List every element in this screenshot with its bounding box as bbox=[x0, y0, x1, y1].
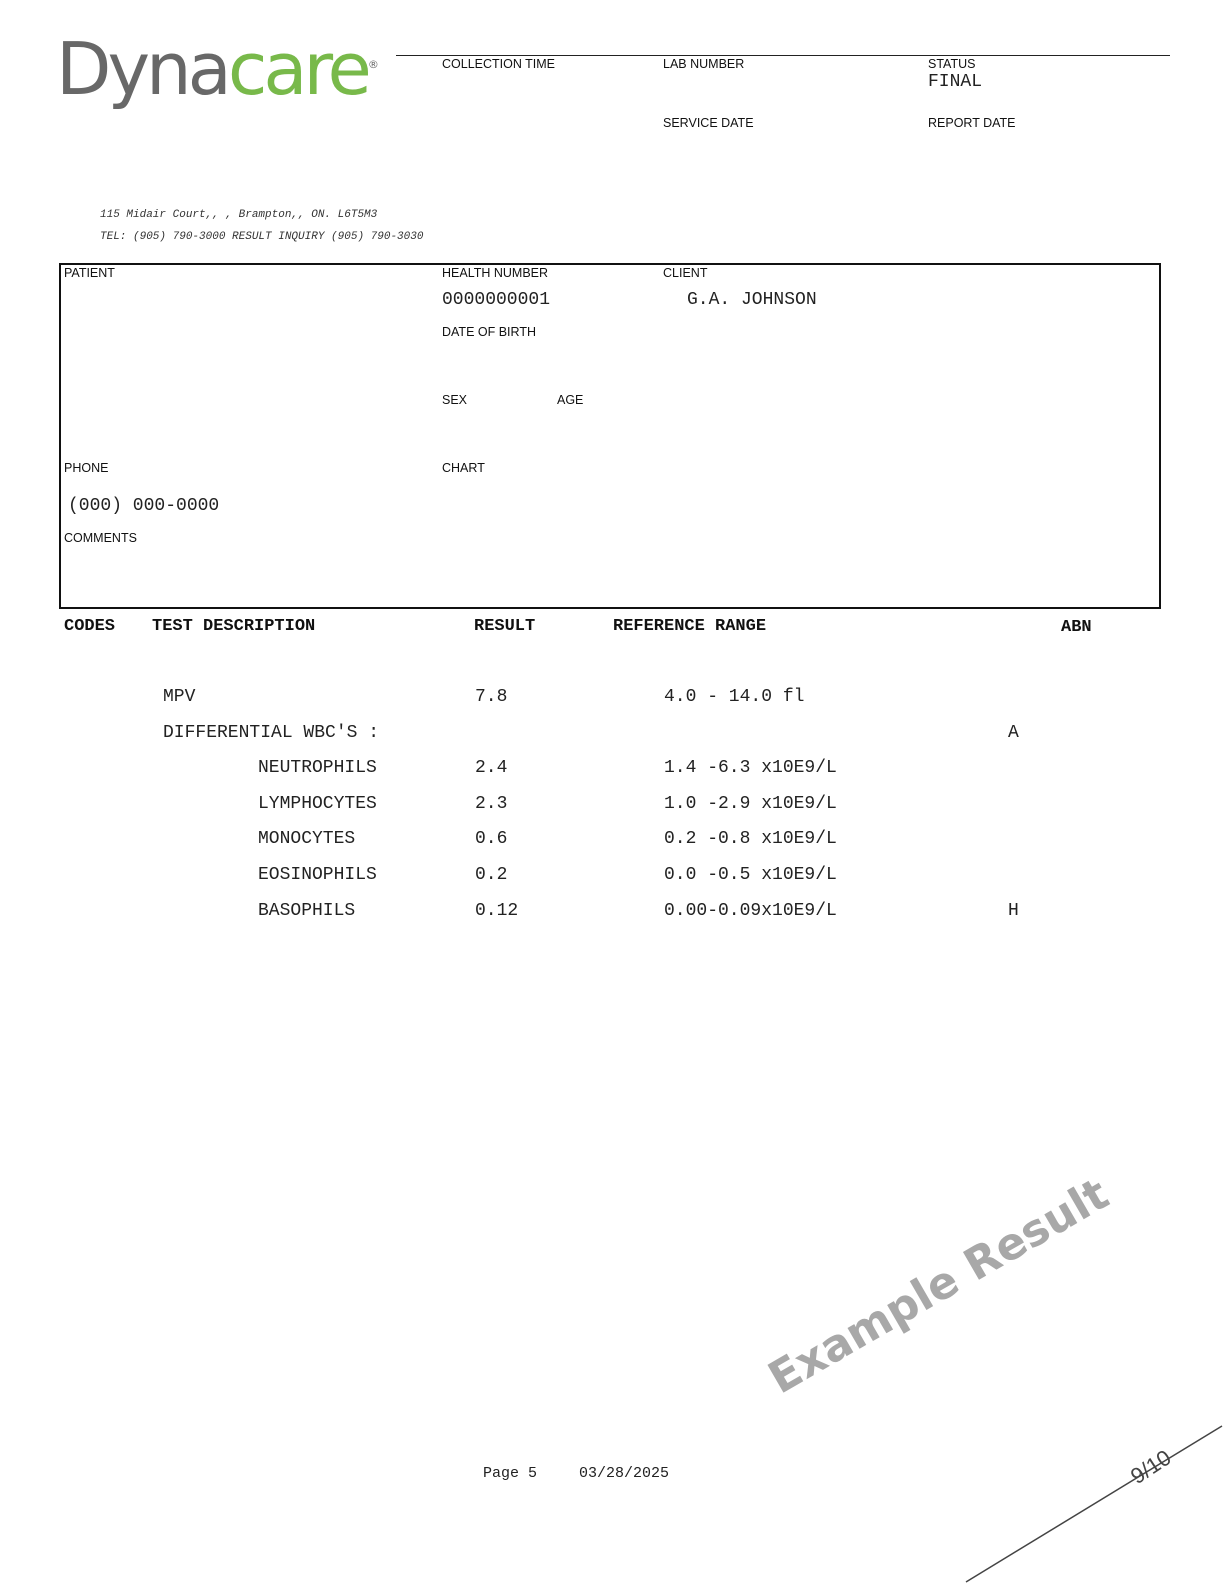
patient-info-box bbox=[59, 263, 1161, 609]
phone-label: PHONE bbox=[64, 461, 109, 475]
collection-time-label: COLLECTION TIME bbox=[442, 57, 555, 71]
reference-range: 4.0 - 14.0 fl bbox=[664, 687, 805, 707]
test-description: BASOPHILS bbox=[258, 901, 356, 921]
status-value: FINAL bbox=[928, 72, 983, 92]
test-description: DIFFERENTIAL WBC'S : bbox=[163, 723, 380, 743]
reference-range: 1.0 -2.9 x10E9/L bbox=[664, 794, 837, 814]
status-label: STATUS bbox=[928, 57, 976, 71]
patient-label: PATIENT bbox=[64, 266, 115, 280]
test-result: 0.2 bbox=[475, 865, 508, 885]
lab-address: 115 Midair Court,, , Brampton,, ON. L6T5M3 bbox=[100, 209, 378, 221]
test-description: LYMPHOCYTES bbox=[258, 794, 377, 814]
health-number-value: 0000000001 bbox=[442, 290, 551, 310]
age-label: AGE bbox=[557, 393, 584, 407]
footer-date: 03/28/2025 bbox=[579, 1465, 670, 1482]
test-result: 2.4 bbox=[475, 758, 508, 778]
lab-phone-line: TEL: (905) 790-3000 RESULT INQUIRY (905) 790-3030 bbox=[100, 231, 424, 243]
col-header-description: TEST DESCRIPTION bbox=[152, 617, 316, 636]
footer-page-number: Page 5 bbox=[483, 1465, 538, 1482]
test-result: 2.3 bbox=[475, 794, 508, 814]
client-value: G.A. JOHNSON bbox=[687, 290, 817, 310]
corner-diagonal-line bbox=[960, 1420, 1224, 1584]
test-description: NEUTROPHILS bbox=[258, 758, 377, 778]
health-number-label: HEALTH NUMBER bbox=[442, 266, 549, 280]
abnormal-flag: H bbox=[1008, 901, 1019, 921]
client-label: CLIENT bbox=[663, 266, 708, 280]
lab-number-label: LAB NUMBER bbox=[663, 57, 745, 71]
sex-label: SEX bbox=[442, 393, 468, 407]
test-description: MONOCYTES bbox=[258, 829, 356, 849]
dynacare-logo: Dynacare® bbox=[56, 27, 379, 111]
example-result-watermark: Example Result bbox=[760, 1168, 1118, 1405]
chart-label: CHART bbox=[442, 461, 485, 475]
abnormal-flag: A bbox=[1008, 723, 1019, 743]
col-header-abn: ABN bbox=[1061, 618, 1092, 637]
reference-range: 0.2 -0.8 x10E9/L bbox=[664, 829, 837, 849]
col-header-result: RESULT bbox=[474, 617, 536, 636]
test-description: EOSINOPHILS bbox=[258, 865, 377, 885]
service-date-label: SERVICE DATE bbox=[663, 116, 754, 130]
dob-label: DATE OF BIRTH bbox=[442, 325, 536, 339]
test-result: 0.6 bbox=[475, 829, 508, 849]
test-result: 7.8 bbox=[475, 687, 508, 707]
reference-range: 0.0 -0.5 x10E9/L bbox=[664, 865, 837, 885]
test-description: MPV bbox=[163, 687, 196, 707]
test-result: 0.12 bbox=[475, 901, 519, 921]
page-fraction: 9/10 bbox=[1126, 1444, 1176, 1489]
report-date-label: REPORT DATE bbox=[928, 116, 1016, 130]
col-header-codes: CODES bbox=[64, 617, 116, 636]
reference-range: 0.00-0.09x10E9/L bbox=[664, 901, 837, 921]
reference-range: 1.4 -6.3 x10E9/L bbox=[664, 758, 837, 778]
col-header-range: REFERENCE RANGE bbox=[613, 617, 767, 636]
header-rule bbox=[396, 55, 1170, 56]
comments-label: COMMENTS bbox=[64, 531, 137, 545]
phone-value: (000) 000-0000 bbox=[68, 496, 220, 516]
